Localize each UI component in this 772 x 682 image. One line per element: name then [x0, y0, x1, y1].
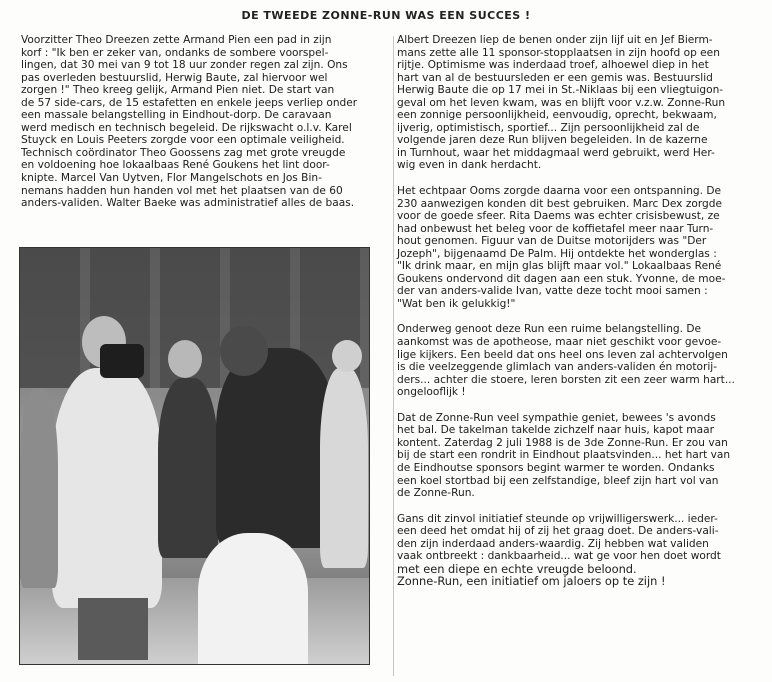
text-line: "Wat ben ik gelukkig!" [397, 297, 516, 310]
text-line: Stuyck en Louis Peeters zorgde voor een optimale veiligheid. [21, 134, 345, 147]
text-line: der van anders-valide Ivan, vatte deze tocht mooi samen : [397, 285, 708, 298]
text-line: een zonnige persoonlijkheid, eenvoudig, oprecht, bekwaam, [397, 109, 717, 122]
text-line: geval om het leven kwam, was en blijft voor v.z.w. Zonne-Run [397, 96, 726, 109]
text-line: een koel stortbad bij een zelfstandige, bleef zijn hart vol van [397, 474, 719, 487]
text-line: volgende jaren deze Run blijven begeleiden. In de kazerne [397, 134, 708, 147]
text-line: wig even in dank herdacht. [397, 159, 542, 172]
photo-figure-bystander [20, 388, 58, 588]
photo-legs [78, 598, 148, 660]
text-line: Gans dit zinvol initiatief steunde op vrijwilligerswerk... ieder- [397, 512, 718, 525]
right-paragraph-5 [397, 513, 755, 588]
article-headline: DE TWEEDE ZONNE-RUN WAS EEN SUCCES ! [241, 9, 531, 22]
text-line: Zonne-Run, een initiatief om jaloers op te zijn ! [397, 574, 666, 589]
text-line: ongelooflijk ! [397, 386, 466, 399]
text-line: en voldoening hoe lokaalbaas René Goukens het lint door- [21, 159, 330, 172]
text-line: knipte. Marcel Van Uytven, Flor Mangelschots en Jos Bin- [21, 172, 322, 185]
text-line: hout genomen. Figuur van de Duitse motorijders was "Der [397, 235, 707, 248]
text-line: werd medisch en technisch begeleid. De rijkswacht o.l.v. Karel [21, 121, 352, 134]
text-line: Voorzitter Theo Dreezen zette Armand Pien een pad in zijn [21, 34, 332, 46]
photo-figure-child [198, 533, 308, 664]
photo-head [220, 326, 268, 376]
text-line: voor de goede sfeer. Rita Daems was echter crisisbewust, ze [397, 210, 720, 223]
text-line: Technisch coördinator Theo Goossens zag met grote vreugde [21, 146, 346, 159]
left-column [21, 34, 391, 223]
text-line: in Turnhout, waar het middagmaal werd gebruikt, werd Her- [397, 146, 715, 159]
photo-head [168, 340, 202, 378]
text-line: mans zette alle 11 sponsor-stopplaatsen in zijn hoofd op een [397, 46, 720, 59]
text-line: is die veelzeggende glimlach van anders-validen én motorij- [397, 361, 718, 374]
text-line: het bal. De takelman takelde zichzelf naar huis, kapot maar [397, 424, 714, 437]
text-line: met een diepe en echte vreugde beloond. [397, 561, 637, 576]
text-line: "Ik drink maar, en mijn glas blijft maar vol." Lokaalbaas René [397, 260, 722, 273]
text-line: bij de start een rondrit in Eindhout plaatsvinden... het hart van [397, 449, 731, 462]
right-paragraph-3 [397, 323, 755, 398]
text-line: Onderweg genoot deze Run een ruime belangstelling. De [397, 323, 702, 336]
photo-camera-icon [100, 344, 144, 378]
text-line: den zijn inderdaad anders-waardig. Zij hebben wat validen [397, 537, 709, 550]
text-line: de 57 side-cars, de 15 estafetten en enkele jeeps verliep onder [21, 96, 358, 109]
text-line: vaak ontbreekt : dankbaarheid... wat ge voor hen doet wordt [397, 550, 721, 563]
text-line: aankomst was de apotheose, maar niet geschikt voor gevoe- [397, 336, 722, 349]
text-line: had onbewust het beleg voor de koffietafel meer naar Turn- [397, 222, 714, 235]
column-divider [393, 36, 394, 676]
text-line: nemans hadden hun handen vol met het plaatsen van de 60 [21, 184, 343, 197]
right-column [397, 34, 755, 601]
text-line: pas overleden bestuurslid, Herwig Baute, zal hiervoor wel [21, 71, 328, 84]
text-line: zorgen !" Theo kreeg gelijk, Armand Pien niet. De start van [21, 84, 335, 97]
photo-figure-boy [158, 378, 218, 558]
text-line: Herwig Baute die op 17 mei in St.-Niklaas bij een vliegtuigon- [397, 84, 724, 97]
text-line: Albert Dreezen liep de benen onder zijn lijf uit en Jef Bierm- [397, 34, 713, 46]
left-paragraph [21, 34, 391, 210]
photo-figure-woman [320, 368, 368, 568]
text-line: Dat de Zonne-Run veel sympathie geniet, bewees 's avonds [397, 411, 716, 424]
text-line: ijverig, optimistisch, sportief... Zijn persoonlijkheid zal de [397, 121, 700, 134]
photo-figure-man [216, 348, 336, 548]
news-photo-icon [19, 247, 370, 665]
text-line: 230 aanwezigen konden dit best gebruiken. Marc Dex zorgde [397, 197, 722, 210]
text-line: de Zonne-Run. [397, 487, 475, 500]
text-line: hart van al de bestuursleden er een gemis was. Bestuurslid [397, 71, 713, 84]
right-paragraph-4 [397, 412, 755, 500]
text-line: een deed het omdat hij of zij het graag doet. De anders-vali- [397, 525, 719, 538]
text-line: Jozeph", bijgenaamd De Palm. Hij ontdekte het wonderglas : [397, 247, 717, 260]
text-line: ders... achter die stoere, leren borsten zit een zeer warm hart... [397, 373, 735, 386]
text-line: anders-validen. Walter Baeke was administratief alles de baas. [21, 197, 355, 210]
text-line: rijtje. Optimisme was inderdaad troef, alhoewel diep in het [397, 59, 709, 72]
text-line: de Eindhoutse sponsors begint warmer te worden. Ondanks [397, 461, 715, 474]
right-paragraph-1 [397, 34, 755, 172]
text-line: korf : "Ik ben er zeker van, ondanks de sombere voorspel- [21, 46, 329, 59]
text-line: Goukens ondervond dit dagen aan een stuk. Yvonne, de moe- [397, 272, 726, 285]
photo-figure-cameraman [52, 368, 162, 608]
right-paragraph-2 [397, 185, 755, 310]
text-line: lige kijkers. Een beeld dat ons heel ons leven zal achtervolgen [397, 348, 728, 361]
text-line: Het echtpaar Ooms zorgde daarna voor een ontspanning. De [397, 185, 722, 198]
text-line: een massale belangstelling in Eindhout-dorp. De caravaan [21, 109, 332, 122]
text-line: kontent. Zaterdag 2 juli 1988 is de 3de Zonne-Run. Er zou van [397, 436, 728, 449]
photo-head [332, 340, 362, 372]
text-line: lingen, dat 30 mei van 9 tot 18 uur zonder regen zal zijn. Ons [21, 59, 348, 72]
